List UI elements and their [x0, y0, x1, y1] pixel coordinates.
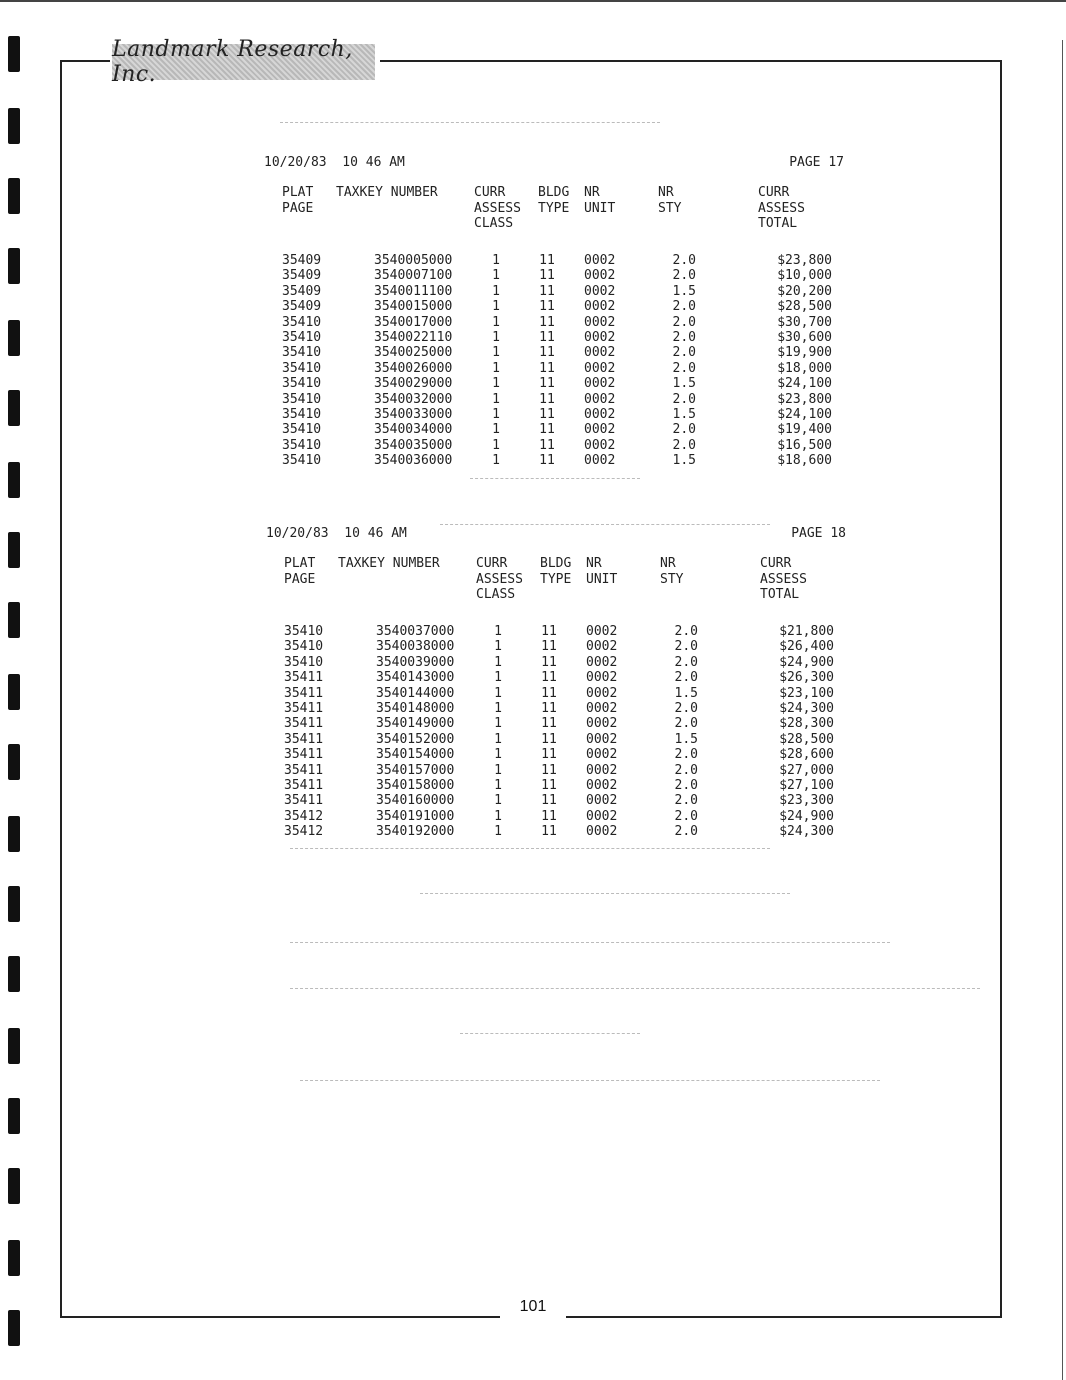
- cell-assess-class: 1: [494, 747, 502, 763]
- cell-nr-sty: 2.0: [674, 639, 698, 655]
- cell-assess-class: 1: [492, 437, 500, 453]
- table-row: [264, 284, 844, 299]
- cell-nr-unit: 0002: [584, 406, 616, 422]
- binder-hole: [8, 390, 20, 426]
- report-page-label: PAGE 18: [791, 526, 846, 541]
- cell-assess-total: $24,900: [779, 654, 834, 670]
- cell-assess-class: 1: [494, 731, 502, 747]
- cell-bldg-type: 11: [541, 685, 557, 701]
- cell-assess-class: 1: [494, 624, 502, 639]
- cell-taxkey-number: 3540149000: [376, 716, 455, 732]
- binder-hole: [8, 320, 20, 356]
- cell-assess-total: $18,000: [777, 360, 832, 376]
- cell-taxkey-number: 3540036000: [374, 453, 453, 469]
- report-page-label: PAGE 17: [789, 155, 844, 170]
- cell-assess-total: $23,100: [779, 685, 834, 701]
- cell-nr-sty: 1.5: [674, 731, 698, 747]
- cell-nr-unit: 0002: [586, 824, 618, 840]
- cell-assess-class: 1: [494, 808, 502, 824]
- cell-assess-class: 1: [494, 685, 502, 701]
- cell-assess-class: 1: [492, 360, 500, 376]
- cell-assess-total: $26,400: [779, 639, 834, 655]
- cell-assess-class: 1: [494, 793, 502, 809]
- binder-hole: [8, 1098, 20, 1134]
- cell-plat-page: 35410: [282, 376, 322, 392]
- column-header-row: [264, 177, 844, 239]
- cell-nr-sty: 1.5: [672, 453, 696, 469]
- binder-hole: [8, 532, 20, 568]
- binder-hole: [8, 462, 20, 498]
- cell-nr-unit: 0002: [586, 654, 618, 670]
- cell-plat-page: 35411: [284, 762, 324, 778]
- binder-hole: [8, 1168, 20, 1204]
- cell-assess-class: 1: [494, 777, 502, 793]
- column-header-row: [266, 548, 846, 610]
- cell-taxkey-number: 3540192000: [376, 824, 455, 840]
- cell-assess-total: $18,600: [777, 453, 832, 469]
- cell-bldg-type: 11: [541, 716, 557, 732]
- cell-assess-class: 1: [492, 453, 500, 469]
- cell-assess-class: 1: [492, 422, 500, 438]
- cell-nr-sty: 2.0: [672, 391, 696, 407]
- cell-plat-page: 35409: [282, 299, 322, 315]
- cell-taxkey-number: 3540025000: [374, 345, 453, 361]
- cell-bldg-type: 11: [541, 824, 557, 840]
- cell-bldg-type: 11: [539, 299, 555, 315]
- column-header-taxkey: TAXKEY NUMBER: [338, 556, 440, 571]
- column-header-nr-sty: NR STY: [658, 185, 682, 216]
- table-body: [264, 253, 844, 468]
- cell-assess-class: 1: [492, 283, 500, 299]
- table-row: [266, 624, 846, 639]
- cell-plat-page: 35411: [284, 777, 324, 793]
- cell-plat-page: 35409: [282, 268, 322, 284]
- cell-taxkey-number: 3540154000: [376, 747, 455, 763]
- cell-nr-unit: 0002: [584, 299, 616, 315]
- column-header-bldg-type: BLDG TYPE: [538, 185, 570, 216]
- cell-nr-unit: 0002: [586, 624, 618, 639]
- cell-assess-total: $28,600: [779, 747, 834, 763]
- cell-bldg-type: 11: [539, 268, 555, 284]
- report-header: [264, 155, 844, 177]
- table-row: [264, 253, 844, 268]
- cell-nr-unit: 0002: [586, 793, 618, 809]
- cell-nr-unit: 0002: [584, 453, 616, 469]
- cell-bldg-type: 11: [539, 283, 555, 299]
- table-row: [264, 392, 844, 407]
- cell-assess-class: 1: [494, 762, 502, 778]
- cell-assess-total: $23,300: [779, 793, 834, 809]
- table-row: [264, 315, 844, 330]
- table-body: [266, 624, 846, 839]
- cell-assess-total: $27,000: [779, 762, 834, 778]
- scan-artifact-line: [420, 893, 790, 894]
- cell-assess-total: $24,300: [779, 700, 834, 716]
- scan-artifact-line: [290, 848, 770, 849]
- binder-hole: [8, 886, 20, 922]
- cell-plat-page: 35410: [284, 624, 324, 639]
- cell-assess-class: 1: [494, 700, 502, 716]
- cell-nr-sty: 2.0: [672, 268, 696, 284]
- cell-bldg-type: 11: [541, 654, 557, 670]
- binder-hole: [8, 956, 20, 992]
- cell-nr-sty: 2.0: [674, 777, 698, 793]
- table-row: [264, 453, 844, 468]
- cell-bldg-type: 11: [539, 453, 555, 469]
- cell-taxkey-number: 3540144000: [376, 685, 455, 701]
- cell-taxkey-number: 3540037000: [376, 624, 455, 639]
- cell-bldg-type: 11: [541, 793, 557, 809]
- cell-nr-unit: 0002: [584, 437, 616, 453]
- cell-plat-page: 35410: [282, 406, 322, 422]
- cell-plat-page: 35410: [282, 453, 322, 469]
- frame-border: [60, 60, 110, 62]
- cell-taxkey-number: 3540005000: [374, 253, 453, 268]
- cell-taxkey-number: 3540191000: [376, 808, 455, 824]
- cell-nr-sty: 2.0: [674, 793, 698, 809]
- cell-assess-class: 1: [492, 314, 500, 330]
- scan-artifact-line: [290, 942, 890, 943]
- table-row: [264, 361, 844, 376]
- cell-bldg-type: 11: [539, 376, 555, 392]
- cell-assess-total: $16,500: [777, 437, 832, 453]
- cell-taxkey-number: 3540029000: [374, 376, 453, 392]
- binder-hole: [8, 744, 20, 780]
- cell-plat-page: 35410: [282, 345, 322, 361]
- cell-nr-unit: 0002: [586, 700, 618, 716]
- cell-taxkey-number: 3540022110: [374, 329, 453, 345]
- cell-assess-class: 1: [494, 639, 502, 655]
- cell-taxkey-number: 3540160000: [376, 793, 455, 809]
- cell-bldg-type: 11: [539, 391, 555, 407]
- table-row: [264, 422, 844, 437]
- column-header-plat: PLAT PAGE: [282, 185, 314, 216]
- table-row: [264, 268, 844, 283]
- cell-plat-page: 35409: [282, 283, 322, 299]
- cell-nr-unit: 0002: [586, 777, 618, 793]
- cell-taxkey-number: 3540158000: [376, 777, 455, 793]
- table-row: [264, 330, 844, 345]
- cell-nr-unit: 0002: [586, 716, 618, 732]
- binder-hole: [8, 1310, 20, 1346]
- table-row: [266, 701, 846, 716]
- cell-nr-sty: 2.0: [672, 345, 696, 361]
- binder-hole: [8, 602, 20, 638]
- cell-nr-sty: 2.0: [674, 654, 698, 670]
- report-datetime: 10/20/83 10 46 AM: [264, 155, 405, 170]
- cell-plat-page: 35411: [284, 731, 324, 747]
- cell-assess-total: $26,300: [779, 670, 834, 686]
- cell-assess-total: $24,100: [777, 406, 832, 422]
- cell-bldg-type: 11: [541, 731, 557, 747]
- cell-assess-class: 1: [492, 376, 500, 392]
- table-row: [264, 376, 844, 391]
- cell-nr-sty: 2.0: [674, 700, 698, 716]
- cell-plat-page: 35410: [284, 654, 324, 670]
- page-right-edge: [1062, 40, 1063, 1380]
- column-header-assess-class: CURR ASSESS CLASS: [474, 185, 521, 231]
- cell-bldg-type: 11: [539, 253, 555, 268]
- table-row: [266, 655, 846, 670]
- table-row: [266, 686, 846, 701]
- cell-bldg-type: 11: [539, 345, 555, 361]
- column-header-assess-total: CURR ASSESS TOTAL: [758, 185, 805, 231]
- cell-taxkey-number: 3540032000: [374, 391, 453, 407]
- cell-plat-page: 35411: [284, 685, 324, 701]
- binder-hole: [8, 108, 20, 144]
- cell-assess-total: $21,800: [779, 624, 834, 639]
- logo-text: Landmark Research, Inc.: [112, 37, 353, 87]
- cell-bldg-type: 11: [539, 406, 555, 422]
- cell-bldg-type: 11: [539, 437, 555, 453]
- table-row: [266, 793, 846, 808]
- cell-bldg-type: 11: [539, 360, 555, 376]
- table-row: [266, 747, 846, 762]
- cell-assess-total: $24,100: [777, 376, 832, 392]
- cell-nr-sty: 2.0: [672, 360, 696, 376]
- cell-bldg-type: 11: [541, 670, 557, 686]
- cell-nr-sty: 1.5: [672, 376, 696, 392]
- cell-assess-total: $28,300: [779, 716, 834, 732]
- cell-assess-total: $30,700: [777, 314, 832, 330]
- cell-nr-sty: 2.0: [674, 762, 698, 778]
- cell-taxkey-number: 3540143000: [376, 670, 455, 686]
- cell-taxkey-number: 3540035000: [374, 437, 453, 453]
- cell-bldg-type: 11: [541, 747, 557, 763]
- cell-bldg-type: 11: [539, 314, 555, 330]
- cell-assess-total: $28,500: [777, 299, 832, 315]
- cell-taxkey-number: 3540038000: [376, 639, 455, 655]
- cell-nr-sty: 1.5: [672, 406, 696, 422]
- cell-plat-page: 35410: [282, 391, 322, 407]
- column-header-plat: PLAT PAGE: [284, 556, 316, 587]
- cell-plat-page: 35410: [282, 329, 322, 345]
- cell-assess-class: 1: [492, 299, 500, 315]
- scan-artifact-line: [460, 1033, 640, 1034]
- cell-nr-unit: 0002: [584, 360, 616, 376]
- cell-nr-sty: 2.0: [674, 670, 698, 686]
- cell-assess-total: $19,400: [777, 422, 832, 438]
- cell-bldg-type: 11: [539, 422, 555, 438]
- cell-nr-unit: 0002: [584, 329, 616, 345]
- cell-plat-page: 35412: [284, 824, 324, 840]
- binder-hole: [8, 1028, 20, 1064]
- cell-plat-page: 35409: [282, 253, 322, 268]
- frame-border: [380, 60, 1002, 62]
- cell-bldg-type: 11: [541, 762, 557, 778]
- cell-bldg-type: 11: [541, 700, 557, 716]
- cell-assess-class: 1: [494, 824, 502, 840]
- table-row: [266, 824, 846, 839]
- cell-taxkey-number: 3540017000: [374, 314, 453, 330]
- binder-hole: [8, 36, 20, 72]
- cell-plat-page: 35412: [284, 808, 324, 824]
- cell-taxkey-number: 3540039000: [376, 654, 455, 670]
- cell-assess-class: 1: [492, 329, 500, 345]
- cell-bldg-type: 11: [539, 329, 555, 345]
- cell-nr-unit: 0002: [584, 376, 616, 392]
- frame-border: [1000, 60, 1002, 1317]
- cell-bldg-type: 11: [541, 777, 557, 793]
- cell-plat-page: 35410: [282, 422, 322, 438]
- table-row: [264, 438, 844, 453]
- cell-assess-class: 1: [494, 654, 502, 670]
- table-row: [266, 639, 846, 654]
- report-datetime: 10/20/83 10 46 AM: [266, 526, 407, 541]
- table-row: [266, 732, 846, 747]
- cell-nr-unit: 0002: [586, 808, 618, 824]
- cell-nr-unit: 0002: [586, 747, 618, 763]
- cell-nr-unit: 0002: [584, 391, 616, 407]
- company-logo: [112, 37, 375, 87]
- cell-assess-class: 1: [492, 268, 500, 284]
- column-header-taxkey: TAXKEY NUMBER: [336, 185, 438, 200]
- frame-border: [566, 1316, 1002, 1318]
- cell-assess-total: $27,100: [779, 777, 834, 793]
- cell-bldg-type: 11: [541, 639, 557, 655]
- cell-plat-page: 35411: [284, 700, 324, 716]
- cell-nr-sty: 2.0: [674, 824, 698, 840]
- cell-nr-unit: 0002: [586, 670, 618, 686]
- cell-plat-page: 35411: [284, 670, 324, 686]
- cell-assess-total: $24,900: [779, 808, 834, 824]
- cell-taxkey-number: 3540152000: [376, 731, 455, 747]
- cell-nr-sty: 2.0: [674, 747, 698, 763]
- cell-assess-class: 1: [492, 391, 500, 407]
- report-header: [266, 526, 846, 548]
- cell-nr-sty: 2.0: [672, 253, 696, 268]
- cell-bldg-type: 11: [541, 624, 557, 639]
- binder-hole: [8, 248, 20, 284]
- column-header-nr-unit: NR UNIT: [584, 185, 616, 216]
- cell-plat-page: 35410: [284, 639, 324, 655]
- cell-nr-unit: 0002: [584, 268, 616, 284]
- cell-assess-total: $20,200: [777, 283, 832, 299]
- cell-nr-sty: 2.0: [672, 299, 696, 315]
- binder-hole: [8, 178, 20, 214]
- cell-assess-total: $23,800: [777, 391, 832, 407]
- cell-assess-total: $19,900: [777, 345, 832, 361]
- cell-taxkey-number: 3540033000: [374, 406, 453, 422]
- cell-nr-sty: 2.0: [672, 314, 696, 330]
- table-row: [264, 345, 844, 360]
- table-row: [264, 407, 844, 422]
- scan-artifact-line: [440, 524, 770, 525]
- cell-nr-unit: 0002: [584, 253, 616, 268]
- table-row: [264, 299, 844, 314]
- cell-taxkey-number: 3540157000: [376, 762, 455, 778]
- cell-nr-unit: 0002: [584, 283, 616, 299]
- binder-hole: [8, 816, 20, 852]
- page-top-edge: [0, 0, 1066, 2]
- report-section: [264, 155, 844, 468]
- cell-nr-sty: 2.0: [672, 329, 696, 345]
- column-header-assess-class: CURR ASSESS CLASS: [476, 556, 523, 602]
- cell-plat-page: 35411: [284, 793, 324, 809]
- frame-border: [60, 1316, 500, 1318]
- table-row: [266, 763, 846, 778]
- cell-nr-sty: 2.0: [672, 437, 696, 453]
- cell-nr-unit: 0002: [584, 422, 616, 438]
- scan-artifact-line: [280, 122, 660, 123]
- cell-taxkey-number: 3540034000: [374, 422, 453, 438]
- cell-plat-page: 35410: [282, 437, 322, 453]
- table-row: [266, 716, 846, 731]
- cell-nr-unit: 0002: [586, 685, 618, 701]
- table-row: [266, 809, 846, 824]
- binder-hole: [8, 674, 20, 710]
- cell-nr-unit: 0002: [586, 762, 618, 778]
- cell-nr-sty: 1.5: [674, 685, 698, 701]
- cell-assess-total: $30,600: [777, 329, 832, 345]
- table-row: [266, 670, 846, 685]
- cell-nr-sty: 2.0: [674, 624, 698, 639]
- cell-nr-sty: 1.5: [672, 283, 696, 299]
- cell-nr-sty: 2.0: [672, 422, 696, 438]
- cell-assess-total: $28,500: [779, 731, 834, 747]
- cell-assess-class: 1: [494, 670, 502, 686]
- scan-artifact-line: [470, 478, 640, 479]
- cell-plat-page: 35411: [284, 747, 324, 763]
- binder-hole: [8, 1240, 20, 1276]
- scan-artifact-line: [300, 1080, 880, 1081]
- cell-bldg-type: 11: [541, 808, 557, 824]
- cell-assess-total: $10,000: [777, 268, 832, 284]
- cell-assess-total: $24,300: [779, 824, 834, 840]
- cell-taxkey-number: 3540148000: [376, 700, 455, 716]
- cell-nr-sty: 2.0: [674, 808, 698, 824]
- frame-border: [60, 60, 62, 1317]
- cell-plat-page: 35410: [282, 314, 322, 330]
- report-section: [266, 526, 846, 839]
- page-number: 101: [519, 1298, 547, 1315]
- cell-nr-unit: 0002: [584, 314, 616, 330]
- column-header-assess-total: CURR ASSESS TOTAL: [760, 556, 807, 602]
- cell-plat-page: 35410: [282, 360, 322, 376]
- cell-taxkey-number: 3540026000: [374, 360, 453, 376]
- scan-artifact-line: [290, 988, 980, 989]
- column-header-nr-sty: NR STY: [660, 556, 684, 587]
- table-row: [266, 778, 846, 793]
- cell-assess-total: $23,800: [777, 253, 832, 268]
- column-header-nr-unit: NR UNIT: [586, 556, 618, 587]
- cell-assess-class: 1: [492, 345, 500, 361]
- cell-taxkey-number: 3540015000: [374, 299, 453, 315]
- cell-nr-sty: 2.0: [674, 716, 698, 732]
- cell-taxkey-number: 3540011100: [374, 283, 453, 299]
- cell-nr-unit: 0002: [586, 639, 618, 655]
- cell-nr-unit: 0002: [584, 345, 616, 361]
- cell-taxkey-number: 3540007100: [374, 268, 453, 284]
- column-header-bldg-type: BLDG TYPE: [540, 556, 572, 587]
- cell-assess-class: 1: [492, 253, 500, 268]
- cell-assess-class: 1: [494, 716, 502, 732]
- cell-plat-page: 35411: [284, 716, 324, 732]
- cell-nr-unit: 0002: [586, 731, 618, 747]
- cell-assess-class: 1: [492, 406, 500, 422]
